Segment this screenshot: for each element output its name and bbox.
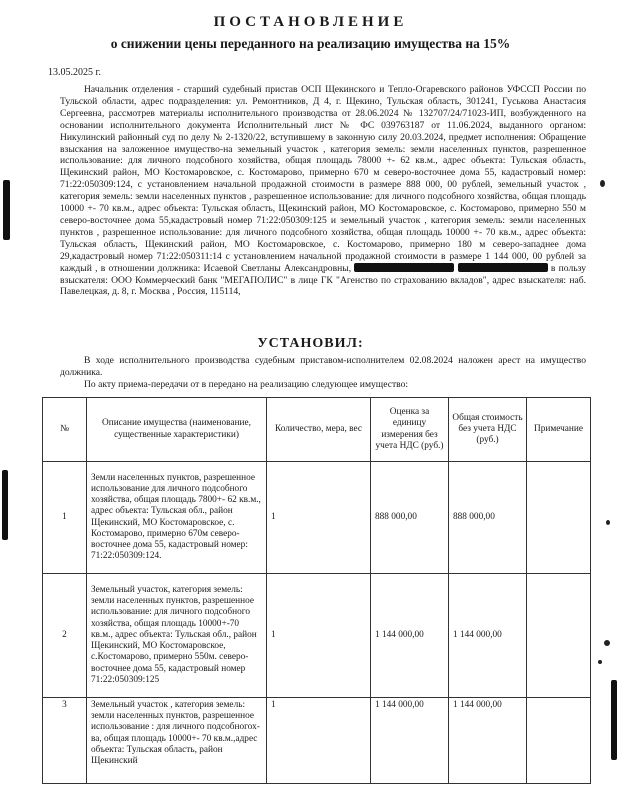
cell-unit-price: 1 144 000,00	[371, 698, 449, 784]
cell-quantity: 1	[267, 462, 371, 574]
table-row	[43, 698, 591, 784]
document-body	[60, 84, 586, 298]
section-heading-ustanovil: УСТАНОВИЛ:	[257, 336, 364, 351]
cell-note	[527, 698, 591, 784]
document-date: 13.05.2025 г.	[48, 67, 101, 78]
redaction-bar	[354, 263, 454, 272]
cell-quantity: 1	[267, 698, 371, 784]
cell-quantity: 1	[267, 574, 371, 698]
cell-description: Земли населенных пунктов, разрешенное использование для личного подсобного хозяйства, общая площадь 7800+- 62 кв.м., адрес объекта: Тульская обл., район Щекинский, МО Костомаровское, с. Костомарово, примерно 670м северо-восточнее дома 55, кадастровый номер: 71:22:050309:124.	[87, 462, 267, 574]
ink-spot	[604, 640, 610, 646]
redaction-bar	[458, 263, 548, 272]
paragraph-transfer: По акту приема-передачи от в передано на реализацию следующее имущество:	[84, 378, 409, 390]
intro-text	[60, 355, 586, 391]
cell-note	[527, 462, 591, 574]
scan-edge-mark	[2, 470, 8, 540]
ink-spot	[600, 180, 605, 187]
cell-unit-price: 888 000,00	[371, 462, 449, 574]
cell-num: 2	[43, 574, 87, 698]
ink-spot	[598, 660, 602, 664]
cell-description: Земельный участок , категория земель: земли населенных пунктов, разрешенное использование : для личного подсобногох-ва, общая площадь 10000+- 70 кв.м.,адрес объекта: Тульская область, район Щекинский	[87, 698, 267, 784]
header-total: Общая стоимость без учета НДС (руб.)	[449, 398, 527, 462]
cell-total: 1 144 000,00	[449, 698, 527, 784]
document-subtitle: о снижении цены переданного на реализацию имущества на 15%	[110, 36, 511, 51]
body-text: Начальник отделения - старший судебный пристав ОСП Щекинского и Тепло-Огаревского районов УФССП России по Тульской области, адрес подразделения: ул. Ремонтников, Д 4, г. Щекино, Тульская область, 301241, Гуськова Анастасия Сергеевна, рассмотрев материалы исполнительного производства от 28.06.2024 № 132707/24/71023-ИП, возбужденного на основании исполнительного документа Исполнительный лист № ФС 039763187 от 11.06.2024, выданного органом: Никулинский районный суд по делу № 2-1320/22, вступившему в законную силу 20.03.2024, предмет исполнения: Обращение взыскания на заложенное имущество-на земельный участок , категория земель: земли населенных пунктов, разрешенное использование: для личного подсобного хозяйства, общая площадь 78000 +- 62 кв.м., адрес объекта: Тульская область, Щекинский район, МО Костомаровское, с. Костомарово, примерно 670 м северо-восточнее дома 55, кадастровый номер: 71:22:050309:124, с установлением начальной продажной стоимости в размере 888 000, 00 рублей, земельный участок , категория земель: земли населенных пунктов , разрешенное использование: для личного подсобного хозяйства, общая площадь 10000 +- 70 кв.м., адрес объекта: Тульская область, Щекинский район, МО Костомаровское, с. Костомарово, примерно 550 м северо-восточнее дома 55,кадастровый номер 71:22:050309:125 и земельный участок , категория земель: земли населенных пунктов , разрешенное использование: для личного подсобного хозяйства, общая площадь 10000 +- 70 кв.м., адрес объекта: Тульская область, Щекинский район, МО Костомаровское, с. Костомарово, примерно 180 м северо-западнее дома 29,кадастровый номер 71:22:050311:14 с установлением начальной продажной стоимости в размере 1 144 000, 00 рублей за каждый , в отношении должника: Исаевой Светланы Александровны,	[60, 84, 586, 274]
scan-edge-mark	[3, 180, 10, 240]
assets-table	[42, 397, 591, 784]
cell-num: 1	[43, 462, 87, 574]
header-note: Примечание	[527, 398, 591, 462]
table-row	[43, 574, 591, 698]
cell-description: Земельный участок, категория земель: земли населенных пунктов, разрешенное использование: для личного подсобного хозяйства, общая площадь 10000+-70 кв.м., адрес объекта: Тульская обл., район Щекинский, МО Костомаровское, с.Костомарово, примерно 550м. северо-восточнее дома 55, кадастровый номер 71:22:050309:125	[87, 574, 267, 698]
header-quantity: Количество, мера, вес	[267, 398, 371, 462]
header-unit-price: Оценка за единицу измерения без учета НДС (руб.)	[371, 398, 449, 462]
cell-unit-price: 1 144 000,00	[371, 574, 449, 698]
cell-note	[527, 574, 591, 698]
header-num: №	[43, 398, 87, 462]
cell-total: 1 144 000,00	[449, 574, 527, 698]
table-row	[43, 462, 591, 574]
body-text-continued: в пользу взыскателя: ООО Коммерческий банк "МЕГАПОЛИС" в лице ГК "Агенство по страхованию вкладов", адрес взыскателя: наб. Павелецкая, д. 8, г. Москва , Россия, 115114,	[60, 262, 586, 298]
body-paragraph	[60, 84, 586, 298]
table-header-row	[43, 398, 591, 462]
cell-total: 888 000,00	[449, 462, 527, 574]
paragraph-arrest: В ходе исполнительного производства судебным приставом-исполнителем 02.08.2024 наложен арест на имущество должника.	[60, 355, 586, 378]
document-title: ПОСТАНОВЛЕНИЕ	[213, 14, 408, 30]
header-description: Описание имущества (наименование, существенные характеристики)	[87, 398, 267, 462]
ink-spot	[606, 520, 610, 525]
scan-edge-mark	[611, 680, 617, 760]
cell-num: 3	[43, 698, 87, 784]
